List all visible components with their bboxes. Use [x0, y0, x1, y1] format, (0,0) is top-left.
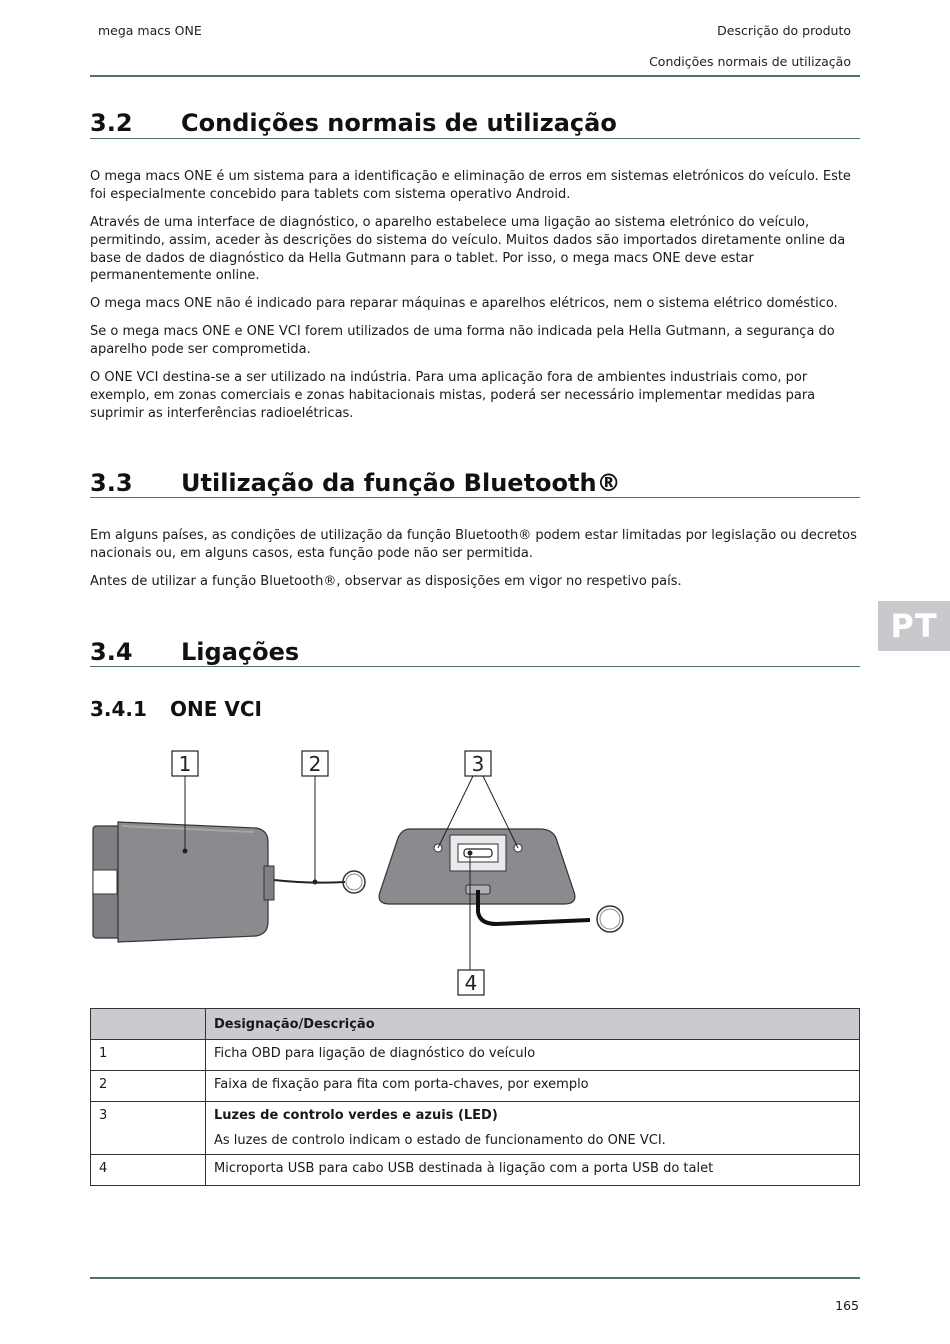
subsection-title: ONE VCI	[170, 697, 262, 721]
strap-holder	[264, 866, 274, 900]
section-title: Ligações	[181, 638, 300, 666]
callout-3	[465, 751, 491, 776]
table-row	[91, 1071, 860, 1102]
svg-text:1: 1	[178, 752, 192, 776]
vci-body	[118, 822, 268, 942]
section-title: Utilização da função Bluetooth®	[181, 469, 621, 497]
svg-text:2: 2	[308, 752, 322, 776]
table-header-num	[91, 1009, 206, 1040]
footer-rule	[90, 1277, 860, 1279]
vci-side-view	[93, 822, 365, 942]
callout-2	[302, 751, 328, 776]
header-chapter: Descrição do produto	[717, 23, 851, 38]
paragraph: Se o mega macs ONE e ONE VCI forem utilizados de uma forma não indicada pela Hella Gutmann, a segurança do aparelho pode ser comprometida.	[90, 324, 835, 357]
strap-cord	[274, 880, 345, 883]
key-ring-top	[597, 906, 623, 932]
header-product-name: mega macs ONE	[98, 23, 202, 38]
row-text: Ficha OBD para ligação de diagnóstico do veículo	[206, 1040, 860, 1071]
paragraph: Antes de utilizar a função Bluetooth®, observar as disposições em vigor no respetivo país.	[90, 574, 682, 589]
paragraph: O ONE VCI destina-se a ser utilizado na indústria. Para uma aplicação fora de ambientes industriais como, por exemplo, em zonas comerciais e zonas habitacionais mistas, poderá ser necessário implementar medidas para suprimir as interferências radioelétricas.	[90, 370, 816, 421]
vci-top-view	[379, 829, 623, 932]
page-number: 165	[835, 1298, 859, 1313]
table-row	[91, 1102, 860, 1155]
table-row	[91, 1155, 860, 1186]
section-number: 3.3	[90, 469, 133, 497]
table-header-desc: Designação/Descrição	[206, 1009, 860, 1040]
paragraph: O mega macs ONE não é indicado para reparar máquinas e aparelhos elétricos, nem o sistema elétrico doméstico.	[90, 296, 838, 311]
svg-text:4: 4	[464, 971, 478, 995]
obd-pin-block	[93, 870, 117, 894]
row-number: 1	[91, 1040, 206, 1071]
paragraph: Através de uma interface de diagnóstico, o aparelho estabelece uma ligação ao sistema eletrónico do veículo, permitindo, assim, aceder às descrições do sistema do veículo. Muitos dados são importados diretamente online da base de dados de diagnóstico da Hella Gutmann para o tablet. Por isso, o mega macs ONE deve estar permanentemente online.	[90, 215, 846, 284]
section-number: 3.2	[90, 109, 133, 137]
table-row	[91, 1040, 860, 1071]
row-bold-text: Luzes de controlo verdes e azuis (LED)	[214, 1108, 498, 1123]
table-header-row	[91, 1009, 860, 1040]
paragraph: Em alguns países, as condições de utilização da função Bluetooth® podem estar limitadas por legislação ou decretos nacionais ou, em alguns casos, esta função pode não ser permitida.	[90, 528, 857, 561]
section-number: 3.4	[90, 638, 133, 666]
row-text: Faixa de fixação para fita com porta-chaves, por exemplo	[206, 1071, 860, 1102]
section-title: Condições normais de utilização	[181, 109, 617, 137]
header-section: Condições normais de utilização	[649, 54, 851, 69]
row-cell	[206, 1102, 860, 1155]
connections-table	[90, 1008, 860, 1186]
subsection-number: 3.4.1	[90, 697, 147, 721]
row-text: As luzes de controlo indicam o estado de funcionamento do ONE VCI.	[214, 1133, 666, 1148]
callout-4	[458, 970, 484, 995]
row-text: Microporta USB para cabo USB destinada à ligação com a porta USB do talet	[206, 1155, 860, 1186]
row-number: 2	[91, 1071, 206, 1102]
callout-1	[172, 751, 198, 776]
row-number: 3	[91, 1102, 206, 1155]
language-tab: PT	[878, 601, 950, 651]
svg-text:3: 3	[471, 752, 485, 776]
paragraph: O mega macs ONE é um sistema para a identificação e eliminação de erros em sistemas eletrónicos do veículo. Este foi especialmente concebido para tablets com sistema operativo Android.	[90, 169, 851, 202]
row-number: 4	[91, 1155, 206, 1186]
